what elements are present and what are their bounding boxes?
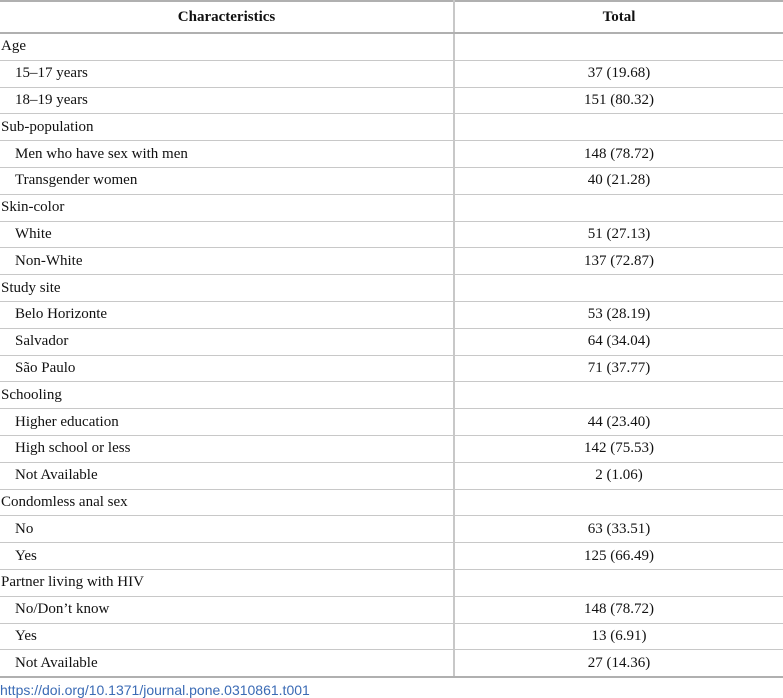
group-row xyxy=(0,489,783,516)
row-label: Belo Horizonte xyxy=(0,301,454,328)
group-empty-cell xyxy=(454,33,783,60)
header-total: Total xyxy=(454,1,783,33)
table-row xyxy=(0,221,783,248)
row-total: 148 (78.72) xyxy=(454,141,783,168)
group-row xyxy=(0,114,783,141)
group-label: Sub-population xyxy=(0,114,454,141)
row-label: Non-White xyxy=(0,248,454,275)
table-row xyxy=(0,301,783,328)
row-total: 137 (72.87) xyxy=(454,248,783,275)
row-total: 51 (27.13) xyxy=(454,221,783,248)
row-label: Yes xyxy=(0,623,454,650)
group-empty-cell xyxy=(454,275,783,302)
table-row xyxy=(0,596,783,623)
row-label: Not Available xyxy=(0,650,454,677)
group-empty-cell xyxy=(454,569,783,596)
row-label: Not Available xyxy=(0,462,454,489)
group-row xyxy=(0,275,783,302)
row-total: 40 (21.28) xyxy=(454,167,783,194)
row-label: Men who have sex with men xyxy=(0,141,454,168)
table-row xyxy=(0,623,783,650)
row-total: 71 (37.77) xyxy=(454,355,783,382)
row-label: São Paulo xyxy=(0,355,454,382)
table-row xyxy=(0,516,783,543)
table-body xyxy=(0,33,783,677)
table-row xyxy=(0,462,783,489)
table-row xyxy=(0,141,783,168)
group-label: Skin-color xyxy=(0,194,454,221)
row-total: 125 (66.49) xyxy=(454,543,783,570)
group-row xyxy=(0,194,783,221)
row-label: Transgender women xyxy=(0,167,454,194)
row-label: High school or less xyxy=(0,435,454,462)
table-row xyxy=(0,60,783,87)
group-label: Age xyxy=(0,33,454,60)
row-total: 64 (34.04) xyxy=(454,328,783,355)
table-row xyxy=(0,409,783,436)
row-total: 13 (6.91) xyxy=(454,623,783,650)
row-total: 44 (23.40) xyxy=(454,409,783,436)
group-row xyxy=(0,33,783,60)
row-total: 148 (78.72) xyxy=(454,596,783,623)
row-total: 151 (80.32) xyxy=(454,87,783,114)
group-empty-cell xyxy=(454,489,783,516)
row-total: 53 (28.19) xyxy=(454,301,783,328)
table-row xyxy=(0,248,783,275)
row-total: 37 (19.68) xyxy=(454,60,783,87)
row-total: 27 (14.36) xyxy=(454,650,783,677)
table-row xyxy=(0,87,783,114)
header-characteristics: Characteristics xyxy=(0,1,454,33)
table-row xyxy=(0,650,783,677)
group-empty-cell xyxy=(454,194,783,221)
group-row xyxy=(0,569,783,596)
header-row xyxy=(0,1,783,33)
group-label: Study site xyxy=(0,275,454,302)
row-total: 2 (1.06) xyxy=(454,462,783,489)
row-label: 18–19 years xyxy=(0,87,454,114)
table-row xyxy=(0,543,783,570)
group-empty-cell xyxy=(454,382,783,409)
row-label: Higher education xyxy=(0,409,454,436)
row-label: No/Don’t know xyxy=(0,596,454,623)
row-total: 63 (33.51) xyxy=(454,516,783,543)
row-total: 142 (75.53) xyxy=(454,435,783,462)
table-row xyxy=(0,435,783,462)
group-empty-cell xyxy=(454,114,783,141)
table-row xyxy=(0,328,783,355)
group-label: Schooling xyxy=(0,382,454,409)
group-row xyxy=(0,382,783,409)
row-label: White xyxy=(0,221,454,248)
group-label: Condomless anal sex xyxy=(0,489,454,516)
row-label: Yes xyxy=(0,543,454,570)
group-label: Partner living with HIV xyxy=(0,569,454,596)
table-row xyxy=(0,167,783,194)
row-label: 15–17 years xyxy=(0,60,454,87)
doi-link[interactable]: https://doi.org/10.1371/journal.pone.0310861.t001 xyxy=(0,682,310,698)
table-row xyxy=(0,355,783,382)
row-label: No xyxy=(0,516,454,543)
row-label: Salvador xyxy=(0,328,454,355)
